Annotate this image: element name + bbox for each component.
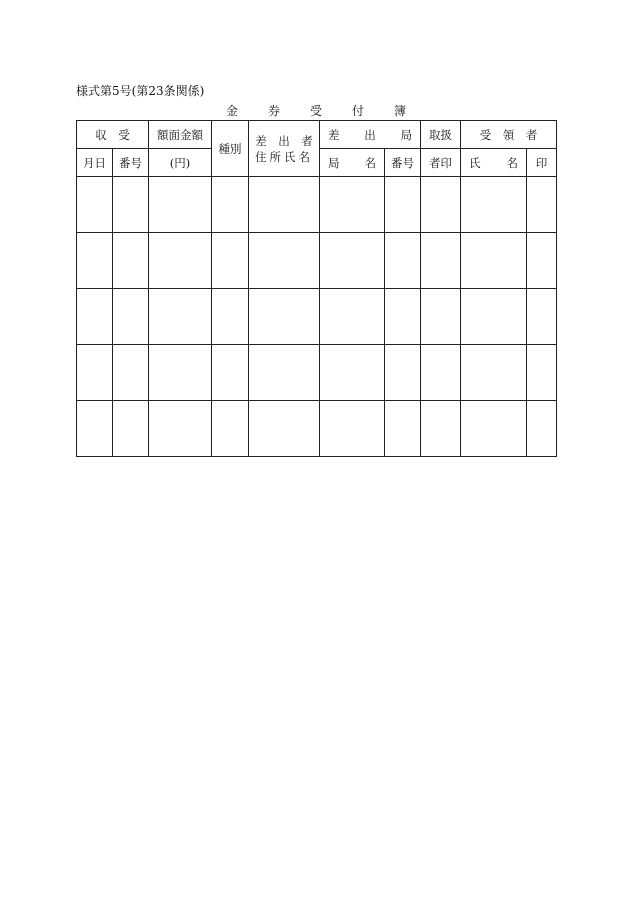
cell-office-name[interactable] bbox=[320, 177, 385, 233]
cell-kind[interactable] bbox=[212, 289, 249, 345]
seal-header: 印 bbox=[527, 149, 557, 177]
kind-header: 種別 bbox=[212, 121, 249, 177]
form-number-label: 様式第5号(第23条関係) bbox=[76, 84, 205, 98]
face-amount-header: 額面金額 bbox=[149, 121, 212, 149]
cell-sender[interactable] bbox=[249, 345, 320, 401]
cell-number[interactable] bbox=[113, 401, 149, 457]
recipient-header: 受 領 者 bbox=[461, 121, 557, 149]
cell-seal[interactable] bbox=[527, 177, 557, 233]
number-header: 番号 bbox=[113, 149, 149, 177]
title-char: 受 bbox=[309, 104, 322, 118]
cell-kind[interactable] bbox=[212, 345, 249, 401]
cell-kind[interactable] bbox=[212, 233, 249, 289]
cell-face-amount[interactable] bbox=[149, 289, 212, 345]
cell-seal[interactable] bbox=[527, 289, 557, 345]
cell-handler-seal[interactable] bbox=[421, 345, 461, 401]
cell-month-day[interactable] bbox=[77, 401, 113, 457]
table-row bbox=[77, 401, 557, 457]
cell-month-day[interactable] bbox=[77, 233, 113, 289]
cell-face-amount[interactable] bbox=[149, 233, 212, 289]
handler-header: 取扱 bbox=[421, 121, 461, 149]
cell-number[interactable] bbox=[113, 177, 149, 233]
name-header: 氏 名 bbox=[461, 149, 527, 177]
cell-office-number[interactable] bbox=[385, 401, 421, 457]
cell-sender[interactable] bbox=[249, 289, 320, 345]
cell-handler-seal[interactable] bbox=[421, 177, 461, 233]
cell-month-day[interactable] bbox=[77, 177, 113, 233]
cell-kind[interactable] bbox=[212, 177, 249, 233]
cell-handler-seal[interactable] bbox=[421, 233, 461, 289]
title-char: 券 bbox=[267, 104, 280, 118]
table-row bbox=[77, 289, 557, 345]
cell-number[interactable] bbox=[113, 289, 149, 345]
cell-recipient-name[interactable] bbox=[461, 289, 527, 345]
cell-handler-seal[interactable] bbox=[421, 401, 461, 457]
cell-recipient-name[interactable] bbox=[461, 401, 527, 457]
cell-office-number[interactable] bbox=[385, 289, 421, 345]
cell-office-name[interactable] bbox=[320, 289, 385, 345]
cell-office-name[interactable] bbox=[320, 345, 385, 401]
cell-number[interactable] bbox=[113, 233, 149, 289]
cell-face-amount[interactable] bbox=[149, 345, 212, 401]
title-char: 簿 bbox=[393, 104, 406, 118]
cell-month-day[interactable] bbox=[77, 345, 113, 401]
table-row bbox=[77, 177, 557, 233]
cell-recipient-name[interactable] bbox=[461, 177, 527, 233]
cell-sender[interactable] bbox=[249, 233, 320, 289]
office-number-header: 番号 bbox=[385, 149, 421, 177]
cell-month-day[interactable] bbox=[77, 289, 113, 345]
cell-number[interactable] bbox=[113, 345, 149, 401]
ledger-table bbox=[76, 120, 557, 457]
sender-header: 差 出 者 住所氏名 bbox=[249, 121, 320, 177]
cell-office-name[interactable] bbox=[320, 233, 385, 289]
month-day-header: 月日 bbox=[77, 149, 113, 177]
cell-recipient-name[interactable] bbox=[461, 233, 527, 289]
yen-header: (円) bbox=[149, 149, 212, 177]
receipt-header: 収 受 bbox=[77, 121, 149, 149]
cell-face-amount[interactable] bbox=[149, 177, 212, 233]
cell-seal[interactable] bbox=[527, 233, 557, 289]
title-char: 金 bbox=[226, 104, 239, 118]
cell-office-name[interactable] bbox=[320, 401, 385, 457]
cell-kind[interactable] bbox=[212, 401, 249, 457]
cell-office-number[interactable] bbox=[385, 233, 421, 289]
post-office-header: 差 出 局 bbox=[320, 121, 421, 149]
cell-recipient-name[interactable] bbox=[461, 345, 527, 401]
table-row bbox=[77, 345, 557, 401]
handler-seal-header: 者印 bbox=[421, 149, 461, 177]
cell-seal[interactable] bbox=[527, 345, 557, 401]
cell-handler-seal[interactable] bbox=[421, 289, 461, 345]
title-char: 付 bbox=[351, 104, 364, 118]
office-name-header: 局 名 bbox=[320, 149, 385, 177]
cell-face-amount[interactable] bbox=[149, 401, 212, 457]
cell-office-number[interactable] bbox=[385, 177, 421, 233]
ledger-title bbox=[226, 103, 406, 119]
cell-office-number[interactable] bbox=[385, 345, 421, 401]
table-row bbox=[77, 233, 557, 289]
cell-seal[interactable] bbox=[527, 401, 557, 457]
cell-sender[interactable] bbox=[249, 401, 320, 457]
header-row-1 bbox=[77, 121, 557, 149]
cell-sender[interactable] bbox=[249, 177, 320, 233]
